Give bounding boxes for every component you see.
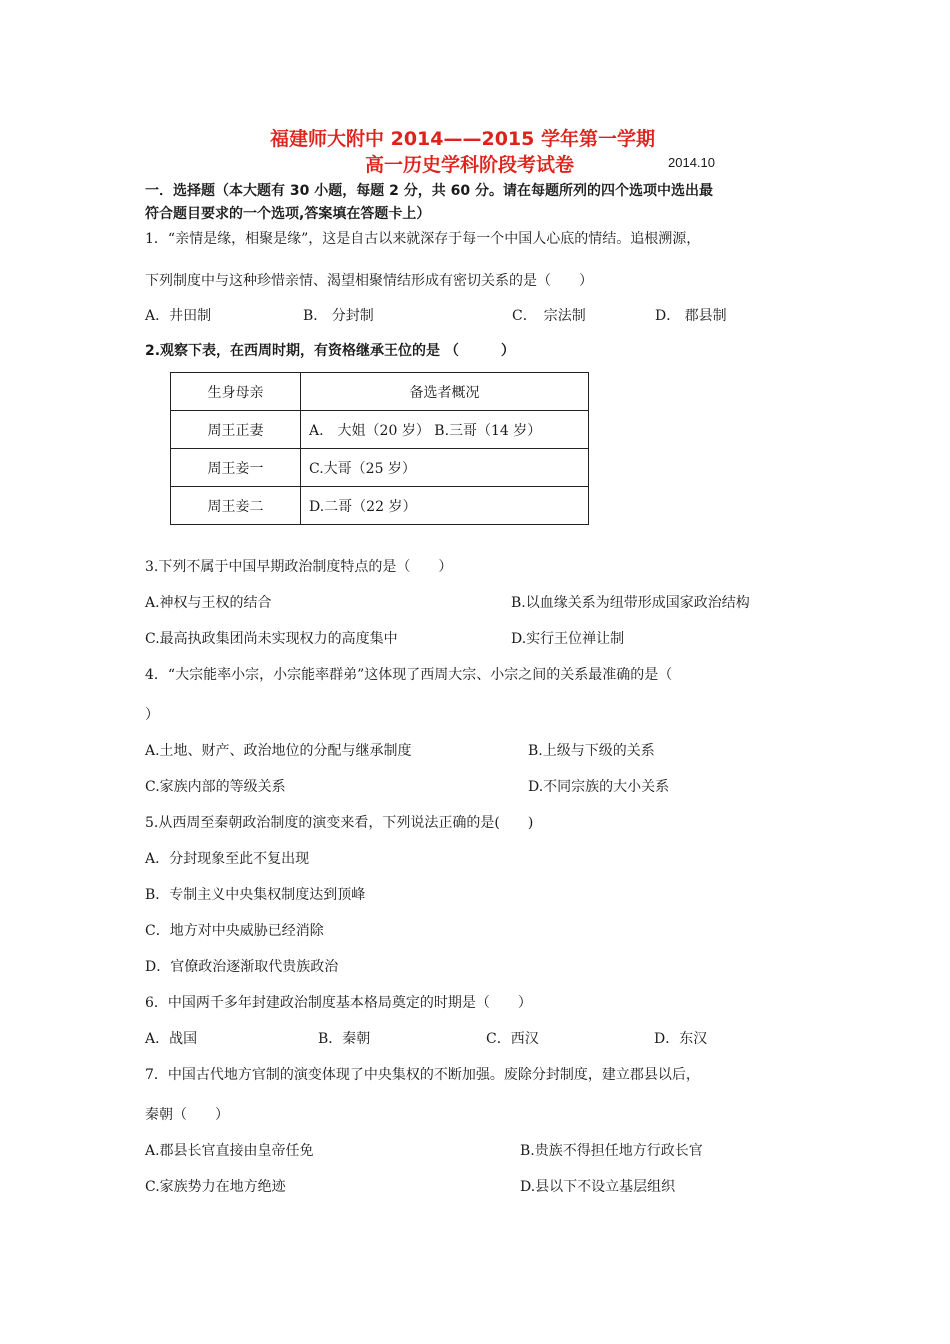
q7-stem-line2: 秦朝（ ） (145, 1107, 229, 1123)
q1-option-c: C． 宗法制 (512, 308, 586, 324)
q3-option-b: B.以血缘关系为纽带形成国家政治结构 (511, 595, 750, 611)
q3-option-d: D.实行王位禅让制 (511, 631, 625, 647)
q7-option-d: D.县以下不设立基层组织 (520, 1179, 676, 1195)
q3-option-a: A.神权与王权的结合 (145, 595, 272, 611)
table-cell: C.大哥（25 岁） (301, 449, 589, 487)
q1-stem-line1: 1．“亲情是缘，相聚是缘”，这是自古以来就深存于每一个中国人心底的情结。追根溯源， (145, 231, 701, 247)
table-row (171, 411, 589, 449)
q3-stem: 3.下列不属于中国早期政治制度特点的是（ ） (145, 559, 453, 575)
table-cell: A. 大姐（20 岁） B.三哥（14 岁） (301, 411, 589, 449)
q4-option-b: B.上级与下级的关系 (528, 743, 655, 759)
q4-option-d: D.不同宗族的大小关系 (528, 779, 670, 795)
q5-stem: 5.从西周至秦朝政治制度的演变来看，下列说法正确的是( ) (145, 815, 534, 831)
q5-option-c: C．地方对中央威胁已经消除 (145, 923, 324, 939)
q3-option-c: C.最高执政集团尚未实现权力的高度集中 (145, 631, 398, 647)
table-row (171, 487, 589, 525)
table-cell: D.二哥（22 岁） (301, 487, 589, 525)
q4-option-a: A.土地、财产、政治地位的分配与继承制度 (145, 743, 412, 759)
q7-stem-line1: 7．中国古代地方官制的演变体现了中央集权的不断加强。废除分封制度，建立郡县以后， (145, 1067, 700, 1083)
q4-option-c: C.家族内部的等级关系 (145, 779, 286, 795)
table-header-candidates: 备选者概况 (301, 373, 589, 411)
q1-stem-line2: 下列制度中与这种珍惜亲情、渴望相聚情结形成有密切关系的是（ ） (145, 273, 593, 289)
q6-option-c: C．西汉 (486, 1031, 539, 1047)
q6-option-d: D．东汉 (654, 1031, 708, 1047)
table-row (171, 449, 589, 487)
q7-option-a: A.郡县长官直接由皇帝任免 (145, 1143, 314, 1159)
exam-title-line2: 高一历史学科阶段考试卷 (365, 154, 575, 176)
table-cell: 周王妾一 (171, 449, 301, 487)
q6-option-a: A．战国 (145, 1031, 198, 1047)
q5-option-d: D．官僚政治逐渐取代贵族政治 (145, 959, 339, 975)
exam-date: 2014.10 (668, 155, 715, 170)
table-header-mother: 生身母亲 (171, 373, 301, 411)
q5-option-b: B．专制主义中央集权制度达到顶峰 (145, 887, 366, 903)
section-heading-line2: 符合题目要求的一个选项,答案填在答题卡上） (145, 206, 431, 222)
q6-stem: 6．中国两千多年封建政治制度基本格局奠定的时期是（ ） (145, 995, 532, 1011)
q7-option-b: B.贵族不得担任地方行政长官 (520, 1143, 703, 1159)
table-header-row (171, 373, 589, 411)
table-cell: 周王正妻 (171, 411, 301, 449)
q1-option-a: A．井田制 (145, 308, 212, 324)
q1-option-b: B． 分封制 (303, 308, 374, 324)
q2-stem: 2.观察下表，在西周时期，有资格继承王位的是 （ ） (145, 343, 515, 359)
q6-option-b: B．秦朝 (318, 1031, 371, 1047)
section-heading-line1: 一．选择题（本大题有 30 小题，每题 2 分，共 60 分。请在每题所列的四个选项中选出最 (145, 183, 713, 199)
table-cell: 周王妾二 (171, 487, 301, 525)
succession-table (170, 372, 589, 525)
q7-option-c: C.家族势力在地方绝迹 (145, 1179, 286, 1195)
q5-option-a: A．分封现象至此不复出现 (145, 851, 310, 867)
q1-option-d: D． 郡县制 (655, 308, 727, 324)
q4-stem-line1: 4．“大宗能率小宗，小宗能率群弟”这体现了西周大宗、小宗之间的关系最准确的是（ (145, 667, 673, 683)
exam-title-line1: 福建师大附中 2014——2015 学年第一学期 (270, 128, 655, 150)
q4-stem-line2: ） (145, 707, 159, 723)
